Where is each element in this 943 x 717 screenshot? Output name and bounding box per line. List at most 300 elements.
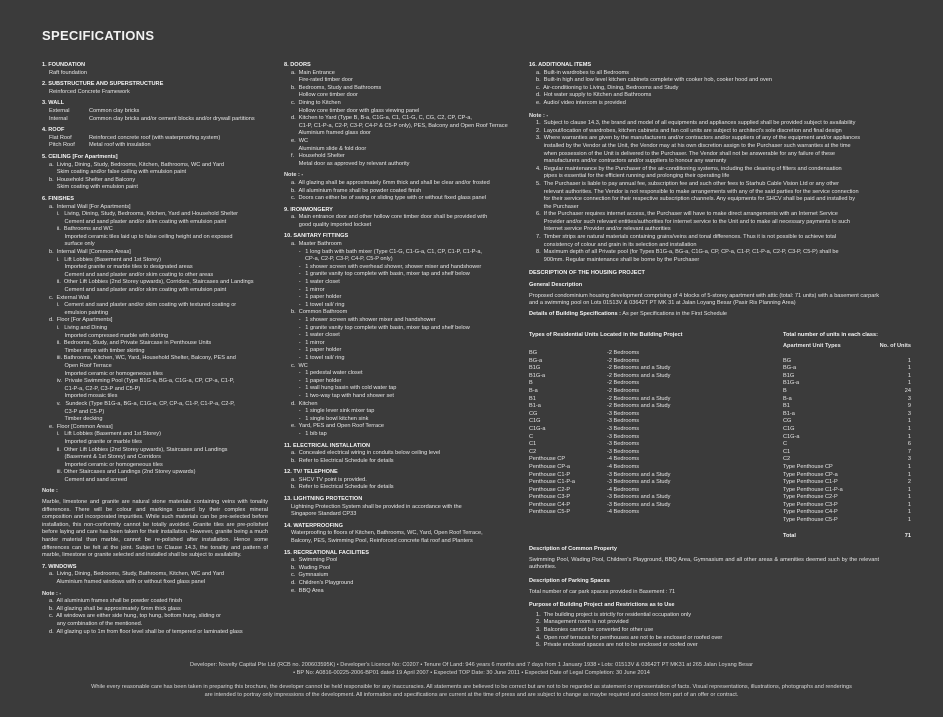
page-title: SPECIFICATIONS: [42, 28, 155, 43]
spec-line: Cement and sand plaster and/or skim coating to other areas: [49, 271, 214, 278]
spec-line: Cement and sand plaster and/or skim coating with emulsion paint: [49, 287, 227, 294]
section-heading: 7. WINDOWS: [42, 563, 77, 570]
spec-line: Aluminium framed windows with or without fixed glass panel: [49, 579, 206, 585]
spec-line: d. Kitchen to Yard (Type B, B-a, C1G-a, C1, C1-G, C, CG, C2, CP, CP-a,: [291, 115, 472, 122]
spec-line: c. Doors can either be of swing or sliding type with or without fixed glass panel: [291, 195, 486, 202]
spec-section: [284, 62, 514, 168]
developer-info-footer: [20, 662, 923, 677]
common-property-text: Swimming Pool, Wading Pool, Children's Playground, BBQ Area, Gymnasium and all other areas & amenities deemed such by the relevant authorities.: [529, 556, 879, 571]
unit-type-cell: B1G-a: [783, 380, 800, 387]
spec-section: [284, 172, 514, 202]
spec-pair: [42, 135, 268, 143]
spec-line: c. External Wall: [49, 294, 90, 301]
spec-line: c. Gymnasium: [291, 572, 329, 579]
spec-section: [284, 233, 514, 438]
note-line: Internet service Provider and/or relevant authorities: [536, 226, 671, 233]
notes-list: [529, 120, 879, 264]
unit-type-cell: CG: [529, 410, 538, 417]
section-heading: 6. FINISHES: [42, 195, 75, 202]
building-spec-details: [529, 311, 879, 319]
spec-line: Imported ceramic or homogeneous tiles: [49, 370, 163, 377]
unit-description-cell: -2 Bedrooms: [607, 357, 640, 364]
spec-pair-label: Pitch Roof: [49, 142, 75, 149]
spec-line: C1-P-a, C2-P, C3-P and C5-P): [49, 385, 141, 392]
note-line: 8. Maximum depth of all Private pool (for Types B1G-a, BG-a, C1G-a, CP, CP-a, C1-P, C1-P-a, C2-P, C3-P, C5-P) shall be: [536, 249, 839, 256]
spec-line: - 1 mirror: [291, 286, 325, 293]
spec-line: emulsion painting: [49, 309, 109, 316]
spec-line: Timber decking: [49, 416, 103, 423]
spec-line: good quality imported lockset: [291, 221, 372, 228]
unit-type-cell: BG-a: [529, 357, 543, 364]
unit-type-cell: C1G-a: [529, 425, 546, 432]
unit-type-cell: Type Penthouse CP-a: [783, 471, 838, 478]
note-line: 1. Subject to clause 14.3, the brand and model of all equipments and appliances supplied shall be provided subject to availability: [536, 120, 856, 127]
note-line: for their service connection for their respective subscription channels. Any equipments for SHCV shall be paid and installed by: [536, 196, 856, 203]
housing-project-heading: DESCRIPTION OF THE HOUSING PROJECT: [529, 270, 645, 277]
unit-type-cell: Penthouse C3-P: [529, 494, 571, 501]
purpose-item: 4. Open roof terraces for penthouses are not to be enclosed or roofed over: [536, 634, 723, 641]
spec-line: - 1 mirror: [291, 339, 325, 346]
spec-line: b. Built-in high and low level kitchen cabinets complete with cooker hob, cooker hood and oven: [536, 77, 773, 84]
spec-line: e. WC: [291, 137, 309, 144]
unit-description-cell: -3 Bedrooms: [607, 425, 640, 432]
unit-type-cell: Penthouse C1-P: [529, 471, 571, 478]
note-line: 900mm. Regular maintenance shall be borne by the Purchaser: [536, 256, 700, 263]
note-line: manufacturers and/or contractors and/or suppliers to honour any warranty: [536, 158, 727, 165]
spec-section: [42, 564, 268, 587]
unit-type-cell: BG-a: [783, 365, 797, 372]
spec-line: Fire-rated timber door: [291, 77, 353, 84]
spec-line: d. Floor [For Apartments]: [49, 317, 113, 324]
unit-description-cell: -3 Bedrooms and a Study: [607, 479, 671, 486]
spec-line: Lightning Protection System shall be provided in accordance with the: [291, 503, 462, 510]
common-property-heading: Description of Common Property: [529, 546, 617, 553]
spec-pair: [42, 116, 268, 124]
unit-type-cell: Penthouse C1-P-a: [529, 479, 576, 486]
spec-line: any combination of the mentioned.: [49, 620, 143, 627]
footer-line: Developer: Novelty Capital Pte Ltd (RCB no. 200603595K) • Developer's Licence No: C0207 • Tenure Of Land: 946 years 6 months and 7 days from 1 January 1938 • Lots: 01513V & 03642T PT MK31 at 265 Jalan Loyang Besar: [190, 662, 753, 668]
footer-line: While every reasonable care has been taken in preparing this brochure, the developer cannot be held responsible for any inaccuracies. All statements are believed to be correct but are not to be regarded as statement or representation of facts. Visual representations, illustrations, photographs and renderings: [91, 684, 852, 690]
spec-line: d. All glazing up to 1m from floor level shall be of tempered or laminated glass: [49, 628, 243, 635]
spec-line: Imported ceramic tiles laid up to false ceiling height and on exposed: [49, 233, 233, 240]
unit-type-cell: B: [529, 380, 533, 387]
unit-count-cell: 1: [907, 471, 911, 478]
purpose-item: 1. The building project is strictly for residential occupation only: [536, 611, 692, 618]
spec-line: d. Kitchen: [291, 400, 318, 407]
spec-line: e. Floor [Common Areas]: [49, 423, 113, 430]
disclaimer-footer: [20, 684, 923, 699]
unit-type-cell: C1G: [529, 418, 541, 425]
spec-line: i. Cement and sand plaster and/or skim coating with textured coating or: [49, 302, 237, 309]
note-line: 7. Timber strips are natural materials containing grains/veins and tonal differences. Thus it is not possible to achieve total: [536, 234, 837, 241]
purpose-item: 2. Management room is not provided: [536, 619, 629, 626]
spec-line: ii. Bedrooms, Study, and Private Staircase in Penthouse Units: [49, 340, 212, 347]
spec-line: e. BBQ Area: [291, 587, 324, 594]
spec-line: Balcony, PES, Swimming Pool, Reinforced concrete flat roof and Planters: [291, 538, 473, 545]
spec-line: C1-P, C1-P-a, C2-P, C3-P, C4-P & C5-P only), PES, Balcony and Open Roof Terrace: [291, 122, 508, 129]
section-heading: 3. WALL: [42, 100, 65, 107]
unit-description-cell: -2 Bedrooms: [607, 387, 640, 394]
spec-line: a. All glazing shall be approximately 6mm thick and shall be clear and/or frosted: [291, 179, 490, 186]
footer-line: are intended to portray only impressions of the development. All information and specifications are current at the time of press and are subject to change as maybe required and cannot form part of an offer or contract.: [204, 691, 739, 698]
note-line: consistency of colour and grain in its selection and installation: [536, 241, 697, 248]
unit-type-cell: B1-a: [529, 403, 541, 410]
unit-description-cell: -3 Bedrooms: [607, 441, 640, 448]
unit-counts-table: [783, 332, 911, 540]
spec-line: Raft foundation: [49, 69, 87, 76]
section-heading: 10. SANITARY FITTINGS: [284, 233, 349, 240]
purpose-heading: Purpose of Building Project and Restrictions as to Use: [529, 602, 675, 609]
spec-line: ii. Other Lift Lobbies (2nd Storey upwards), Corridors, Staircases and Landings: [49, 279, 254, 286]
spec-line: a. Living, Dining, Study, Bedrooms, Kitchen, Bathrooms, WC and Yard: [49, 161, 225, 168]
unit-type-cell: B1: [783, 403, 790, 410]
spec-line: - 1 wall hung basin with cold water tap: [291, 385, 397, 392]
section-heading: 14. WATERPROOFING: [284, 522, 343, 529]
spec-line: v. Sundeck (Type B1G-a, BG-a, C1G-a, CP, CP-a, C1-P, C1-P-a, C2-P,: [49, 400, 235, 407]
unit-types-heading: Types of Residential Units Located in the Building Project: [529, 332, 683, 339]
spec-line: b. Bedrooms, Study and Bathrooms: [291, 84, 382, 91]
spec-line: a. Master Bathroom: [291, 241, 342, 248]
building-spec-label: Details of Building Specifications :: [529, 310, 621, 317]
unit-type-cell: B-a: [529, 387, 538, 394]
unit-description-cell: -2 Bedrooms and a Study: [607, 395, 671, 402]
section-heading: 15. RECREATIONAL FACILITIES: [284, 549, 369, 556]
unit-count-cell: 1: [907, 380, 911, 387]
spec-line: Singapore Standard CP33: [291, 511, 357, 518]
unit-description-cell: -2 Bedrooms and a Study: [607, 365, 671, 372]
unit-description-cell: -3 Bedrooms and a Study: [607, 471, 671, 478]
unit-type-cell: BG: [783, 357, 792, 364]
unit-type-cell: CG: [783, 418, 792, 425]
unit-description-cell: -2 Bedrooms: [607, 350, 640, 356]
spec-line: c. Air-conditioning to Living, Dining, Bedrooms and Study: [536, 84, 679, 91]
unit-description-cell: -4 Bedrooms: [607, 463, 640, 470]
spec-line: i. Living, Dining, Study, Bedrooms, Kitchen, Yard and Household Shelter: [49, 211, 239, 218]
spec-section: [42, 591, 268, 637]
spec-line: Imported compressed marble with skirting: [49, 332, 169, 339]
unit-type-cell: C: [783, 441, 788, 448]
spec-line: e. Yard, PES and Open Roof Terrace: [291, 423, 384, 430]
note-line: when possession of the Unit is delivered to the Purchaser. The Vendor shall not be answerable for any failure of these: [536, 150, 836, 157]
note-line: pipes is essential for the efficient running and prolonging their operating life: [536, 173, 730, 180]
spec-line: c. All windows are either side hung, top hung, bottom hung, sliding or: [49, 613, 221, 620]
unit-types-table: [529, 332, 757, 540]
unit-counts-heading: Total number of units in each class:: [783, 332, 879, 339]
section-heading: 2. SUBSTRUCTURE AND SUPERSTRUCTURE: [42, 81, 164, 88]
spec-section: [284, 207, 514, 230]
total-label: Total: [783, 532, 796, 539]
spec-line: - 1 single lever sink mixer tap: [291, 408, 375, 415]
unit-count-cell: 2: [907, 479, 911, 486]
unit-type-cell: Type Penthouse C2-P: [783, 494, 838, 501]
spec-line: f. Household Shelter: [291, 153, 345, 160]
unit-count-cell: 1: [907, 517, 911, 524]
section-heading: 11. ELECTRICAL INSTALLATION: [284, 442, 371, 449]
unit-description-cell: -2 Bedrooms and a Study: [607, 372, 671, 379]
note-heading: Note :: [42, 488, 58, 495]
unit-description-cell: -3 Bedrooms: [607, 448, 640, 455]
unit-type-cell: C1G-a: [783, 433, 800, 440]
spec-line: - 1 shower screen with overhead shower, shower mixer and handshower: [291, 263, 482, 270]
spec-section: [42, 127, 268, 150]
spec-line: b. Household Shelter and Balcony: [49, 176, 136, 183]
parking-heading: Description of Parking Spaces: [529, 578, 610, 585]
spec-line: b. Refer to Electrical Schedule for details: [291, 484, 394, 491]
spec-pair-value: Reinforced concrete roof (with waterproofing system): [89, 134, 221, 141]
spec-line: - 1 pedestal water closet: [291, 370, 363, 377]
general-description-text: Proposed condominium housing development comprising of 4 blocks of 5-storey apartment with attic (total: 71 units) with a basement carpark and a swimming pool on Lots 01513V & 03642T PT MK 31 at Jalan Loyang Besar (Pasir Ris Planning Area): [529, 292, 879, 307]
note-line: the Purchaser: [536, 203, 579, 210]
spec-line: i. Lift Lobbies (Basement and 1st Storey): [49, 256, 161, 263]
spec-pair: [42, 142, 268, 150]
general-description-heading: General Description: [529, 282, 583, 289]
spec-line: d. Hot water supply to Kitchen and Bathrooms: [536, 92, 652, 99]
note-line: 3. Where warranties are given by the manufacturers and/or contractors and/or suppliers of any of the equipment and/or appliances: [536, 135, 860, 142]
spec-line: d. Children's Playground: [291, 580, 354, 586]
spec-line: - 1 towel rail/ ring: [291, 354, 345, 361]
unit-count-cell: 1: [907, 501, 911, 508]
spec-line: i. Lift Lobbies (Basement and 1st Storey): [49, 431, 161, 438]
spec-line: iii. Other Staircases and Landings (2nd Storey upwards): [49, 469, 196, 476]
spec-line: Imported granite or marble tiles: [49, 438, 142, 445]
spec-section: [284, 443, 514, 466]
specifications-column-3: [529, 62, 911, 650]
spec-line: Aluminium framed glass door: [291, 130, 371, 137]
spec-line: Cement and sand screed: [49, 476, 128, 483]
note-heading: Note : -: [284, 172, 304, 179]
unit-type-cell: Penthouse C4-P: [529, 501, 571, 508]
unit-description-cell: -3 Bedrooms: [607, 418, 640, 425]
unit-description-cell: -2 Bedrooms and a Study: [607, 403, 671, 410]
total-value: 71: [904, 532, 911, 539]
spec-line: b. Internal Wall [Common Areas]: [49, 249, 131, 256]
unit-type-cell: Penthouse CP: [529, 456, 566, 463]
unit-count-cell: 3: [907, 410, 911, 417]
spec-line: - 1 shower screen with shower mixer and handshower: [291, 317, 436, 323]
spec-line: - 1 water closet: [291, 332, 340, 339]
spec-pair-label: External: [49, 107, 70, 114]
unit-description-cell: -2 Bedrooms: [607, 380, 640, 387]
spec-line: Hollow core timber door with glass viewing panel: [291, 107, 420, 114]
spec-line: b. Wading Pool: [291, 564, 331, 571]
footer-line: • BP No: A0816-00225-2006-BP01 dated 19 April 2007 • Expected TOP Date: 30 June 2011 • Expected Date of Legal Completion: 30 June 2014: [293, 669, 650, 676]
spec-line: Skim coating with emulsion paint: [49, 184, 138, 191]
unit-count-cell: 9: [907, 403, 911, 410]
spec-pair-label: Flat Roof: [49, 134, 72, 141]
spec-line: - 1 granite vanity top complete with basin, mixer tap and shelf below: [291, 271, 470, 278]
unit-count-cell: 1: [907, 463, 911, 470]
note-line: 4. Regular maintenance by the Purchaser of the air-conditioning systems, including the cleaning of filters and condensation: [536, 165, 842, 172]
spec-section: [42, 100, 268, 123]
unit-type-cell: Type Penthouse C5-P: [783, 517, 838, 524]
spec-line: Imported ceramic or homogeneous tiles: [49, 461, 163, 468]
spec-line: iv. Private Swimming Pool (Type B1G-a, BG-a, C1G-a, CP, CP-a, C1-P,: [49, 378, 235, 385]
spec-line: Cement and sand plaster and/or skim coating with emulsion paint: [49, 218, 227, 225]
spec-line: b. All aluminium frame shall be powder coated finish: [291, 187, 422, 194]
unit-type-cell: C1G: [783, 425, 795, 432]
spec-section: [42, 154, 268, 192]
spec-section: [42, 196, 268, 485]
spec-section: [42, 488, 268, 559]
spec-line: c. WC: [291, 362, 308, 369]
spec-line: i. Living and Dining: [49, 325, 108, 331]
unit-type-cell: Penthouse CP-a: [529, 463, 571, 470]
unit-count-cell: 1: [907, 372, 911, 379]
specifications-column-2: [284, 62, 514, 599]
unit-type-cell: B: [783, 387, 787, 394]
unit-description-cell: -3 Bedrooms: [607, 433, 640, 440]
spec-line: ii. Bathrooms and WC: [49, 226, 113, 233]
spec-line: - 1 two-way tap with hand shower set: [291, 392, 394, 399]
unit-count-cell: 1: [907, 509, 911, 516]
note-line: 5. The Purchaser is liable to pay annual fee, subscription fee and such other fees to Starhub Cable Vision Ltd or any other: [536, 180, 839, 187]
spec-pair: [42, 108, 268, 116]
unit-description-cell: -4 Bedrooms: [607, 456, 640, 463]
spec-line: a. SHCV TV point is provided.: [291, 476, 367, 483]
spec-line: Aluminium slide & fold door: [291, 145, 367, 152]
spec-line: a. Main Entrance: [291, 69, 335, 76]
spec-line: - 1 paper holder: [291, 294, 342, 301]
section-heading: 1. FOUNDATION: [42, 62, 86, 68]
spec-line: Reinforced Concrete Framework: [49, 88, 130, 95]
specifications-column-1: [42, 62, 268, 640]
spec-line: a. Swimming Pool: [291, 557, 338, 564]
spec-line: CP-a, C2-P, C3-P, C4-P, C5-P only): [291, 256, 393, 263]
spec-line: a. Living, Dining, Bedrooms, Study, Bathrooms, Kitchen, WC and Yard: [49, 571, 225, 578]
unit-type-cell: Penthouse C5-P: [529, 509, 571, 516]
unit-count-cell: 1: [907, 418, 911, 425]
note-line: installed by the Vendor at the Unit, the Vendor may at his own discretion assign to the Purchaser such warranties at the time: [536, 142, 851, 149]
spec-line: a. Main entrance door and other hollow core timber door shall be provided with: [291, 214, 488, 221]
unit-type-cell: Type Penthouse C3-P: [783, 501, 838, 508]
spec-line: Open Roof Terrace: [49, 362, 112, 369]
unit-type-cell: Type Penthouse C1-P: [783, 479, 838, 486]
unit-description-cell: -4 Bedrooms: [607, 509, 640, 516]
unit-count-cell: 1: [907, 425, 911, 432]
spec-line: - 1 bib tap: [291, 430, 327, 437]
spec-line: - 1 paper holder: [291, 377, 342, 384]
unit-count-cell: 24: [904, 387, 911, 394]
section-heading: 16. ADDITIONAL ITEMS: [529, 62, 592, 68]
spec-line: ii. Other Lift Lobbies (2nd Storey upwards), Staircases and Landings: [49, 446, 228, 453]
unit-count-cell: 1: [907, 433, 911, 440]
building-spec-value: As per Specifications in the First Schedule: [622, 310, 728, 317]
spec-pair-value: Metal roof with insulation: [89, 142, 151, 149]
unit-type-cell: Type Penthouse C4-P: [783, 509, 838, 516]
unit-type-column-header: Apartment Unit Types: [783, 343, 841, 349]
unit-type-cell: C2: [529, 448, 537, 455]
spec-line: surface only: [49, 241, 95, 248]
additional-items-section: [529, 62, 879, 108]
spec-section: [284, 523, 514, 546]
unit-description-cell: -4 Bedrooms: [607, 486, 640, 493]
spec-line: Hollow core timber door: [291, 92, 358, 99]
spec-line: - 1 granite vanity top complete with basin, mixer tap and shelf below: [291, 324, 470, 331]
spec-pair-value: Common clay bricks: [89, 107, 140, 114]
note-line: Provider and/or such relevant entities/authorities for internet service to the Unit and to make all necessary payments to such: [536, 218, 851, 225]
spec-line: b. Common Bathroom: [291, 309, 348, 316]
spec-section: [284, 550, 514, 596]
spec-line: Skim coating and/or false ceiling with emulsion paint: [49, 169, 187, 176]
spec-pair-label: Internal: [49, 115, 68, 122]
section-heading: 5. CEILING [For Apartments]: [42, 153, 118, 160]
spec-line: b. All glazing shall be approximately 6mm thick glass: [49, 605, 181, 612]
spec-line: - 1 water closet: [291, 279, 340, 286]
section-heading: 13. LIGHTNING PROTECTION: [284, 496, 363, 503]
unit-count-cell: 3: [907, 456, 911, 463]
purpose-item: 3. Balconies cannot be converted for other use: [536, 627, 654, 633]
unit-type-cell: C: [529, 433, 534, 440]
spec-line: a. Internal Wall [For Apartments]: [49, 203, 131, 210]
spec-line: iii. Bathrooms, Kitchen, WC, Yard, Household Shelter, Balcony, PES and: [49, 355, 236, 362]
purpose-list: [529, 612, 879, 650]
parking-text: Total number of car park spaces provided in Basement : 71: [529, 588, 676, 595]
spec-line: Waterproofing to floors of Kitchen, Bathrooms, WC, Yard, Open Roof Terrace,: [291, 530, 483, 537]
spec-pair-value: Common clay bricks and/or cement blocks and/or drywall partitions: [89, 115, 255, 122]
section-heading: 12. TV/ TELEPHONE: [284, 469, 338, 476]
spec-line: a. Concealed electrical wiring in conduits below ceiling level: [291, 450, 441, 457]
unit-type-cell: B-a: [783, 395, 792, 402]
spec-line: a. Built-in wardrobes to all Bedrooms: [536, 69, 629, 76]
unit-type-cell: B1G-a: [529, 372, 546, 379]
section-heading: 4. ROOF: [42, 127, 65, 134]
section-heading: 8. DOORS: [284, 62, 311, 68]
spec-line: (Basement & 1st Storey) and Corridors: [49, 454, 161, 461]
spec-line: a. All aluminium frames shall be powder coated finish: [49, 598, 183, 605]
unit-type-cell: BG: [529, 350, 538, 356]
unit-count-column-header: No. of Units: [879, 343, 911, 349]
spec-line: Metal door as approved by relevant authority: [291, 160, 410, 167]
unit-count-cell: 6: [907, 441, 911, 448]
unit-type-cell: C1: [529, 441, 537, 448]
unit-type-cell: B1: [529, 395, 536, 402]
unit-type-cell: B1G: [529, 365, 541, 372]
unit-type-cell: Type Penthouse C1-P-a: [783, 486, 843, 493]
note-heading: Note : -: [42, 590, 62, 597]
spec-line: Imported mosaic tiles: [49, 393, 118, 400]
section-heading: 9. IRONMONGERY: [284, 206, 333, 213]
spec-line: - 1 paper holder: [291, 347, 342, 354]
spec-section: [284, 469, 514, 492]
spec-line: Timber strips with timber skirting: [49, 347, 145, 354]
spec-line: c. Dining to Kitchen: [291, 99, 341, 106]
unit-type-cell: B1G: [783, 372, 795, 379]
purpose-item: 5. Private enclosed spaces are not to be enclosed or roofed over: [536, 642, 698, 649]
spec-line: C3-P and C5-P): [49, 408, 105, 415]
unit-count-cell: 1: [907, 494, 911, 501]
note-line: relevant authorities. The Vendor is not responsible to make arrangements with any of the said parties for the service connection: [536, 188, 859, 195]
unit-count-cell: 1: [907, 357, 911, 364]
note-paragraph: Marble, limestone and granite are natural stone materials containing veins with tonality differences. There will be colour and markings caused by their complex mineral composition and incorporated impurities. While such materials can be pre-selected before installation, this non-conformity cannot be totally avoided. Granite tiles are pre-polished before laying and care has been taken for their installation. However, granite being a much harder material than marble, cannot be re-polished after installation. Hence some differences can be felt at the joint. Subject to Clause 14.3, the tonality and pattern of marble, limestone or granite selected and installed shall be subject to availability.: [42, 499, 268, 559]
unit-description-cell: -3 Bedrooms and a Study: [607, 494, 671, 501]
unit-description-cell: -3 Bedrooms and a Study: [607, 501, 671, 508]
unit-count-cell: 3: [907, 395, 911, 402]
spec-line: - 1 single bowl kitchen sink: [291, 415, 369, 422]
spec-section: [42, 62, 268, 77]
unit-count-cell: 1: [907, 365, 911, 372]
unit-type-cell: Type Penthouse CP: [783, 463, 833, 470]
note-line: 6. If the Purchaser requires internet access, the Purchaser will have to make direct arrangements with an Internet Service: [536, 211, 838, 218]
spec-section: [284, 496, 514, 519]
unit-description-cell: -3 Bedrooms: [607, 410, 640, 417]
spec-line: Imported granite or marble tiles to designated areas: [49, 264, 193, 271]
unit-type-cell: B1-a: [783, 410, 795, 417]
unit-count-cell: 7: [907, 448, 911, 455]
unit-count-cell: 1: [907, 486, 911, 493]
unit-type-cell: C1: [783, 448, 791, 455]
spec-line: e. Audio/ video intercom is provided: [536, 99, 626, 106]
spec-line: - 1 towel rail/ ring: [291, 301, 345, 308]
